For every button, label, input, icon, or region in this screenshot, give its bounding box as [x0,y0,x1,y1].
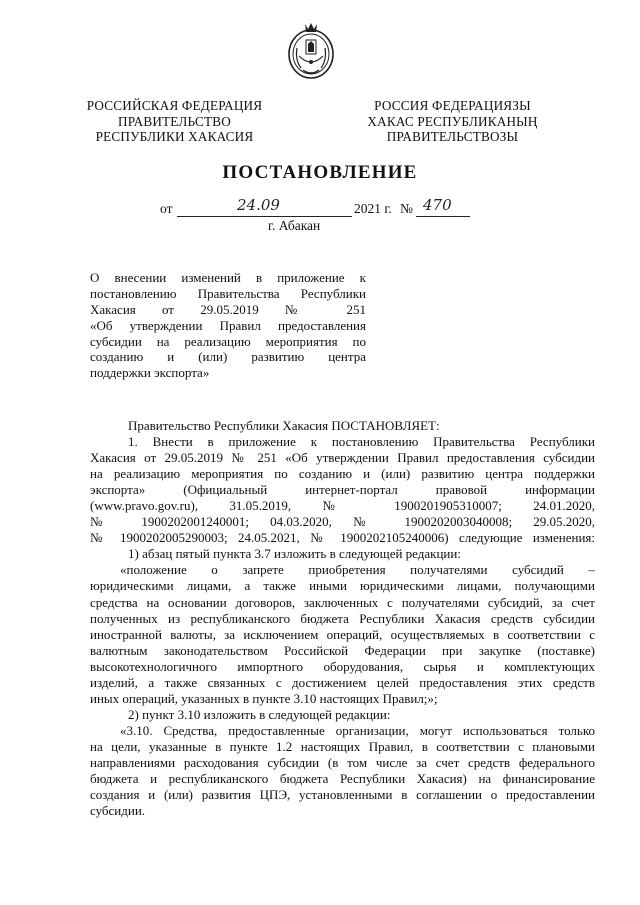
body-line: валютным законодательством Российской Федерации при закупке (поставке) [90,642,595,658]
year-text: 2021 г. [354,201,392,216]
document-title: ПОСТАНОВЛЕНИЕ [222,162,418,183]
body-line: «положение о запрете приобретения получателями субсидий – [120,562,595,578]
body-line: субсидии. [90,803,146,819]
body-line: направлениями расходования субсидии (в том числе за счет средств федерального [90,754,595,770]
body-line: экспорта» (Официальный интернет-портал правовой информации [90,482,595,498]
coat-of-arms-emblem [285,20,337,82]
body-line: юридическими лицами, а также иными юридическими лицами, получающими [90,578,595,594]
header-left-line: РОССИЙСКАЯ ФЕДЕРАЦИЯ [86,98,263,113]
header-right-line: РОССИЯ ФЕДЕРАЦИЯЗЫ [374,98,531,113]
number-sign: № [400,201,413,216]
header-left-line: РЕСПУБЛИКИ ХАКАСИЯ [95,129,254,144]
body-line: полученных из республиканского бюджета Республики Хакасия средств субсидии [90,610,595,626]
body-line: 1. Внести в приложение к постановлению Правительства Республики [128,434,595,450]
subject-block [90,270,366,381]
subject-line: созданию и (или) развитию центра [90,349,366,365]
subject-line: «Об утверждении Правил предоставления [90,317,366,333]
body-line: средства на основании договоров, заключенных с получателями субсидий, за счет [90,594,595,610]
subject-line: постановлению Правительства Республики [90,285,366,301]
header-right-line: ХАКАС РЕСПУБЛИКАНЫҢ [367,113,538,129]
body-line: 2) пункт 3.10 изложить в следующей редакции: [128,706,391,722]
body-line: бюджета и республиканского бюджета Республики Хакасия) на финансирование [90,771,595,787]
body-text [90,418,595,819]
city: г. Абакан [268,218,321,233]
body-line: на реализацию мероприятия по созданию и (или) развитию центра поддержки [90,466,595,482]
body-line: создания и (или) развития ЦПЭ, установленными в соглашении о предоставлении [90,787,595,803]
body-line: на цели, указанные в пункте 1.2 настоящих Правил, в соответствии с плановыми [90,738,595,754]
body-line: Хакасия от 29.05.2019 № 251 «Об утверждении Правил предоставления субсидии [90,450,595,466]
body-line: 1) абзац пятый пункта 3.7 изложить в следующей редакции: [128,546,461,562]
header-left [72,98,277,145]
body-line: (www.pravo.gov.ru), 31.05.2019, № 1900201905310007; 24.01.2020, [90,498,595,514]
header-left-line: ПРАВИТЕЛЬСТВО [118,113,231,129]
date-line [0,196,640,219]
header-right [340,98,565,145]
subject-line: субсидии на реализацию мероприятия по [90,333,366,349]
body-line: иностранной валюты, за исключением операций, осуществляемых в соответствии с [90,626,595,642]
date-prefix: от [160,201,173,216]
subject-line: Хакасия от 29.05.2019 № 251 [90,301,366,317]
date-handwritten: 24.09 [237,196,280,214]
body-line: № 1900202001240001; 04.03.2020, № 1900202003040008; 29.05.2020, [90,514,595,530]
body-line: изделий, а также связанных с достижением целей предоставления этих средств [90,674,595,690]
body-line: Правительство Республики Хакасия ПОСТАНОВЛЯЕТ: [128,418,440,433]
header-right-line: ПРАВИТЕЛЬСТВОЗЫ [386,129,519,144]
number-handwritten: 470 [423,196,452,214]
body-line: «3.10. Средства, предоставленные организации, могут использоваться только [120,722,595,738]
body-line: иных операций, указанных в пункте 3.10 настоящих Правил;»; [90,690,438,706]
subject-line: О внесении изменений в приложение к [90,270,366,285]
body-line: высокотехнологичного импортного оборудования, сырья и комплектующих [90,658,595,674]
subject-line: поддержки экспорта» [90,365,210,381]
body-line: № 1900202005290003; 24.05.2021, № 1900202105240006) следующие изменения: [90,530,595,546]
